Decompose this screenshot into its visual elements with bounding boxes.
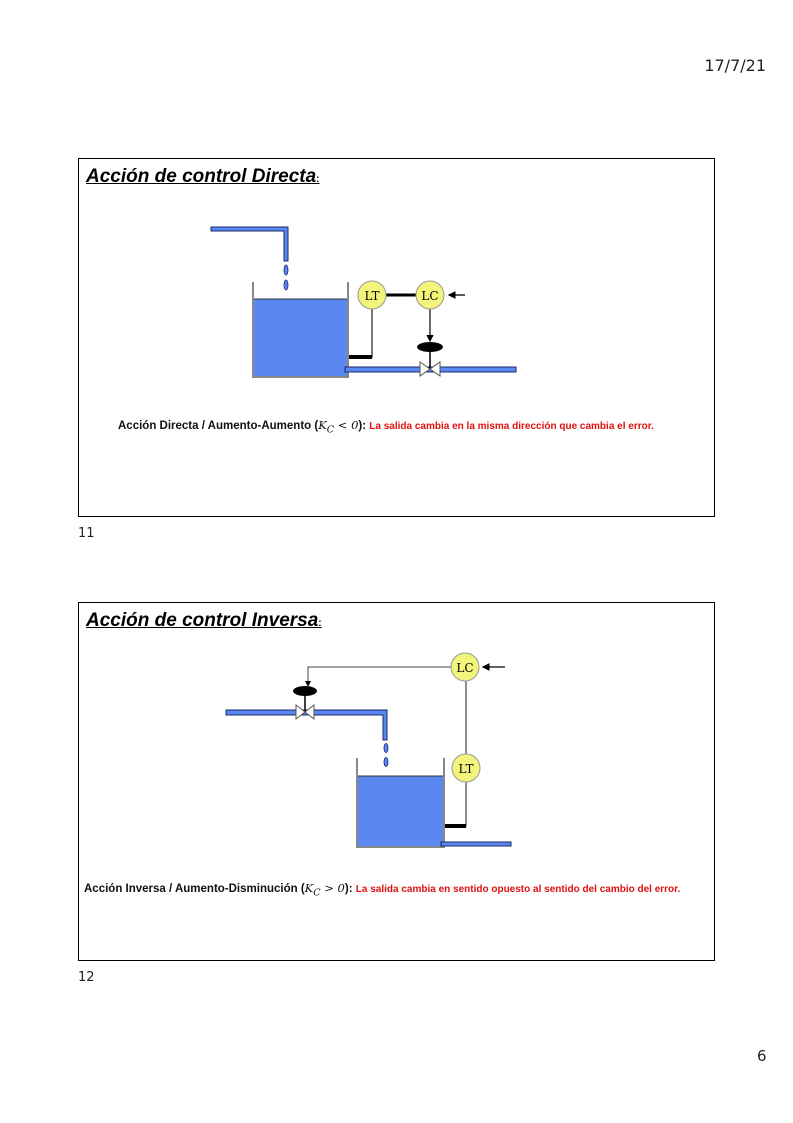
inlet-pipe	[211, 227, 288, 261]
math-k: K	[304, 881, 314, 895]
caption-text: Acción Directa / Aumento-Aumento (	[118, 420, 319, 432]
drop	[384, 744, 388, 753]
caption-close: ):	[344, 883, 353, 895]
title-text: Acción de control Directa	[86, 166, 317, 187]
caption-red-text: La salida cambia en la misma dirección que cambia el error.	[369, 421, 654, 432]
title-text: Acción de control Inversa	[86, 610, 319, 631]
math-sub: C	[313, 887, 321, 899]
lc-label: LC	[421, 289, 439, 303]
outlet-pipe	[441, 842, 511, 846]
direct-action-diagram	[211, 227, 516, 377]
caption-text: Acción Inversa / Aumento-Disminución (	[84, 883, 305, 895]
lc-label: LC	[456, 661, 474, 675]
inlet-pipe	[226, 710, 387, 740]
tank-water	[357, 776, 444, 847]
title-colon: :	[318, 618, 322, 629]
lt-label: LT	[364, 289, 380, 303]
drop	[284, 265, 288, 275]
tank-water	[253, 299, 348, 377]
page-number: 6	[757, 1047, 767, 1065]
inverse-action-diagram	[226, 653, 511, 847]
caption-red-text: La salida cambia en sentido opuesto al sentido del cambio del error.	[355, 884, 681, 895]
drop	[384, 758, 388, 767]
valve-actuator	[417, 342, 443, 352]
date: 17/7/21	[704, 56, 766, 75]
drop	[284, 280, 288, 290]
valve-actuator	[293, 686, 317, 696]
level-tap	[445, 824, 466, 828]
math-sub: C	[326, 424, 335, 436]
lt-label: LT	[458, 762, 474, 776]
title-colon: :	[316, 174, 320, 185]
math-rest: > 0	[320, 881, 345, 895]
math-k: K	[318, 418, 327, 432]
caption-close: ):	[358, 420, 367, 432]
slide-number: 12	[78, 970, 95, 985]
level-tap	[349, 355, 372, 359]
math-rest: < 0	[334, 418, 359, 432]
slide-number: 11	[78, 526, 95, 541]
